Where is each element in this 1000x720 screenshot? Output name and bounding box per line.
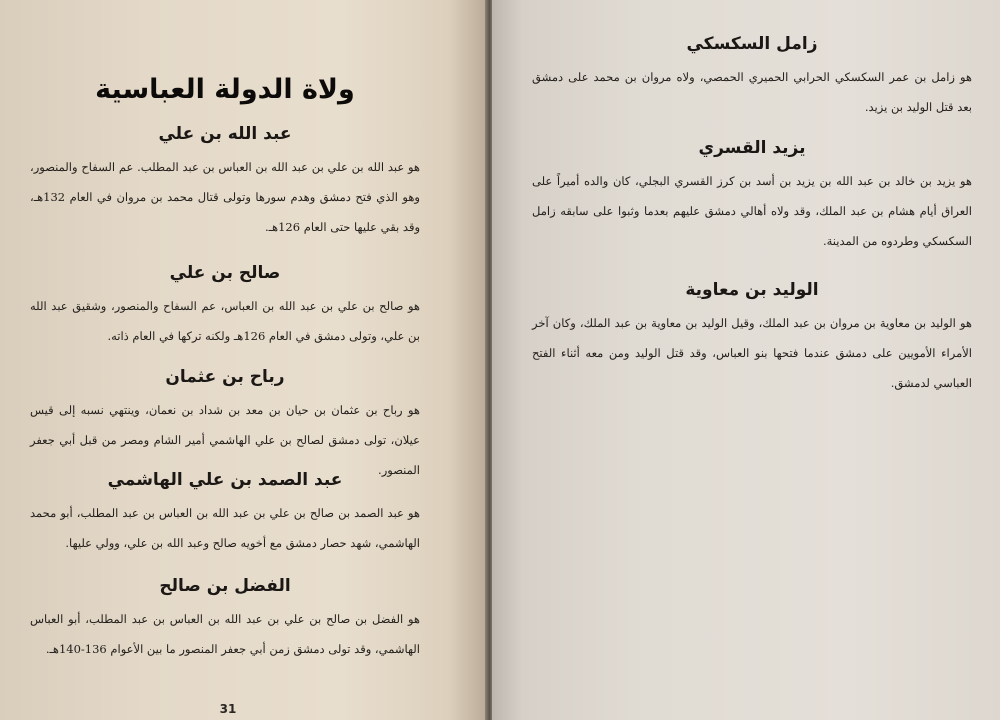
- section-body: هو يزيد بن خالد بن عبد الله بن يزيد بن أسد بن كرز القسري البجلي، كان والده أميراً على العراق أيام هشام بن عبد الملك، وقد ولاه أهالي دمشق عليهم بعدما وثبوا على سابقه زامل السكسكي وطردوه من المدينة.: [532, 174, 972, 248]
- section-heading: زامل السكسكي: [686, 34, 818, 54]
- section-heading: يزيد القسري: [698, 138, 806, 158]
- page-title: ولاة الدولة العباسية: [95, 74, 355, 105]
- section-body: هو زامل بن عمر السكسكي الحرابي الحميري الحمصي، ولاه مروان بن محمد على دمشق بعد قتل الوليد بن يزيد.: [532, 70, 972, 114]
- section-walid-bin-muawiya: [532, 280, 972, 398]
- section-heading: عبد الصمد بن علي الهاشمي: [107, 470, 343, 490]
- section-rabah-bin-uthman: [30, 367, 420, 485]
- section-heading: صالح بن علي: [169, 263, 281, 283]
- section-fadl-bin-saleh: [30, 576, 420, 664]
- section-heading: الفضل بن صالح: [159, 576, 291, 596]
- section-body: هو الفضل بن صالح بن علي بن عبد الله بن العباس بن عبد المطلب، أبو العباس الهاشمي، وقد تولى دمشق زمن أبي جعفر المنصور ما بين الأعوام 136-140هـ.: [30, 612, 420, 656]
- section-saleh-bin-ali: [30, 263, 420, 351]
- section-body: هو عبد الصمد بن صالح بن علي بن عبد الله بن العباس بن عبد المطلب، أبو محمد الهاشمي، شهد حصار دمشق مع أخويه صالح وعبد الله بن علي، وولي عليها.: [30, 506, 420, 550]
- section-abdullah-bin-ali: [30, 124, 420, 242]
- section-abdulsamad-hashimi: [30, 470, 420, 558]
- section-heading: عبد الله بن علي: [158, 124, 292, 144]
- section-yazid-qasri: [532, 138, 972, 256]
- section-heading: رباح بن عثمان: [165, 367, 285, 387]
- section-zamil-saksaki: [532, 34, 972, 122]
- section-body: هو صالح بن علي بن عبد الله بن العباس، عم السفاح والمنصور، وشقيق عبد الله بن علي، وتولى دمشق في العام 126هـ ولكنه تركها في العام ذاته.: [30, 299, 420, 343]
- section-heading: الوليد بن معاوية: [685, 280, 819, 300]
- right-page: [492, 0, 1000, 720]
- section-body: هو عبد الله بن علي بن عبد الله بن العباس بن عبد المطلب. عم السفاح والمنصور، وهو الذي فتح دمشق وهدم سورها وتولى قتال محمد بن مروان في العام 132هـ، وقد بقي عليها حتى العام 126هـ.: [30, 160, 420, 234]
- section-body: هو الوليد بن معاوية بن مروان بن عبد الملك، وقيل الوليد بن معاوية بن عبد الملك، وكان آخر الأمراء الأمويين على دمشق عندما فتحها بنو العباس، وقد قتل الوليد ومن معه أثناء الفتح العباسي لدمشق.: [532, 316, 972, 390]
- page-number: 31: [219, 702, 237, 716]
- section-body: هو رباح بن عثمان بن حيان بن معد بن شداد بن نعمان، وينتهي نسبه إلى قيس عيلان، تولى دمشق لصالح بن علي الهاشمي أمير الشام ومصر من قبل أبي جعفر المنصور.: [30, 403, 420, 477]
- left-page: [0, 0, 487, 720]
